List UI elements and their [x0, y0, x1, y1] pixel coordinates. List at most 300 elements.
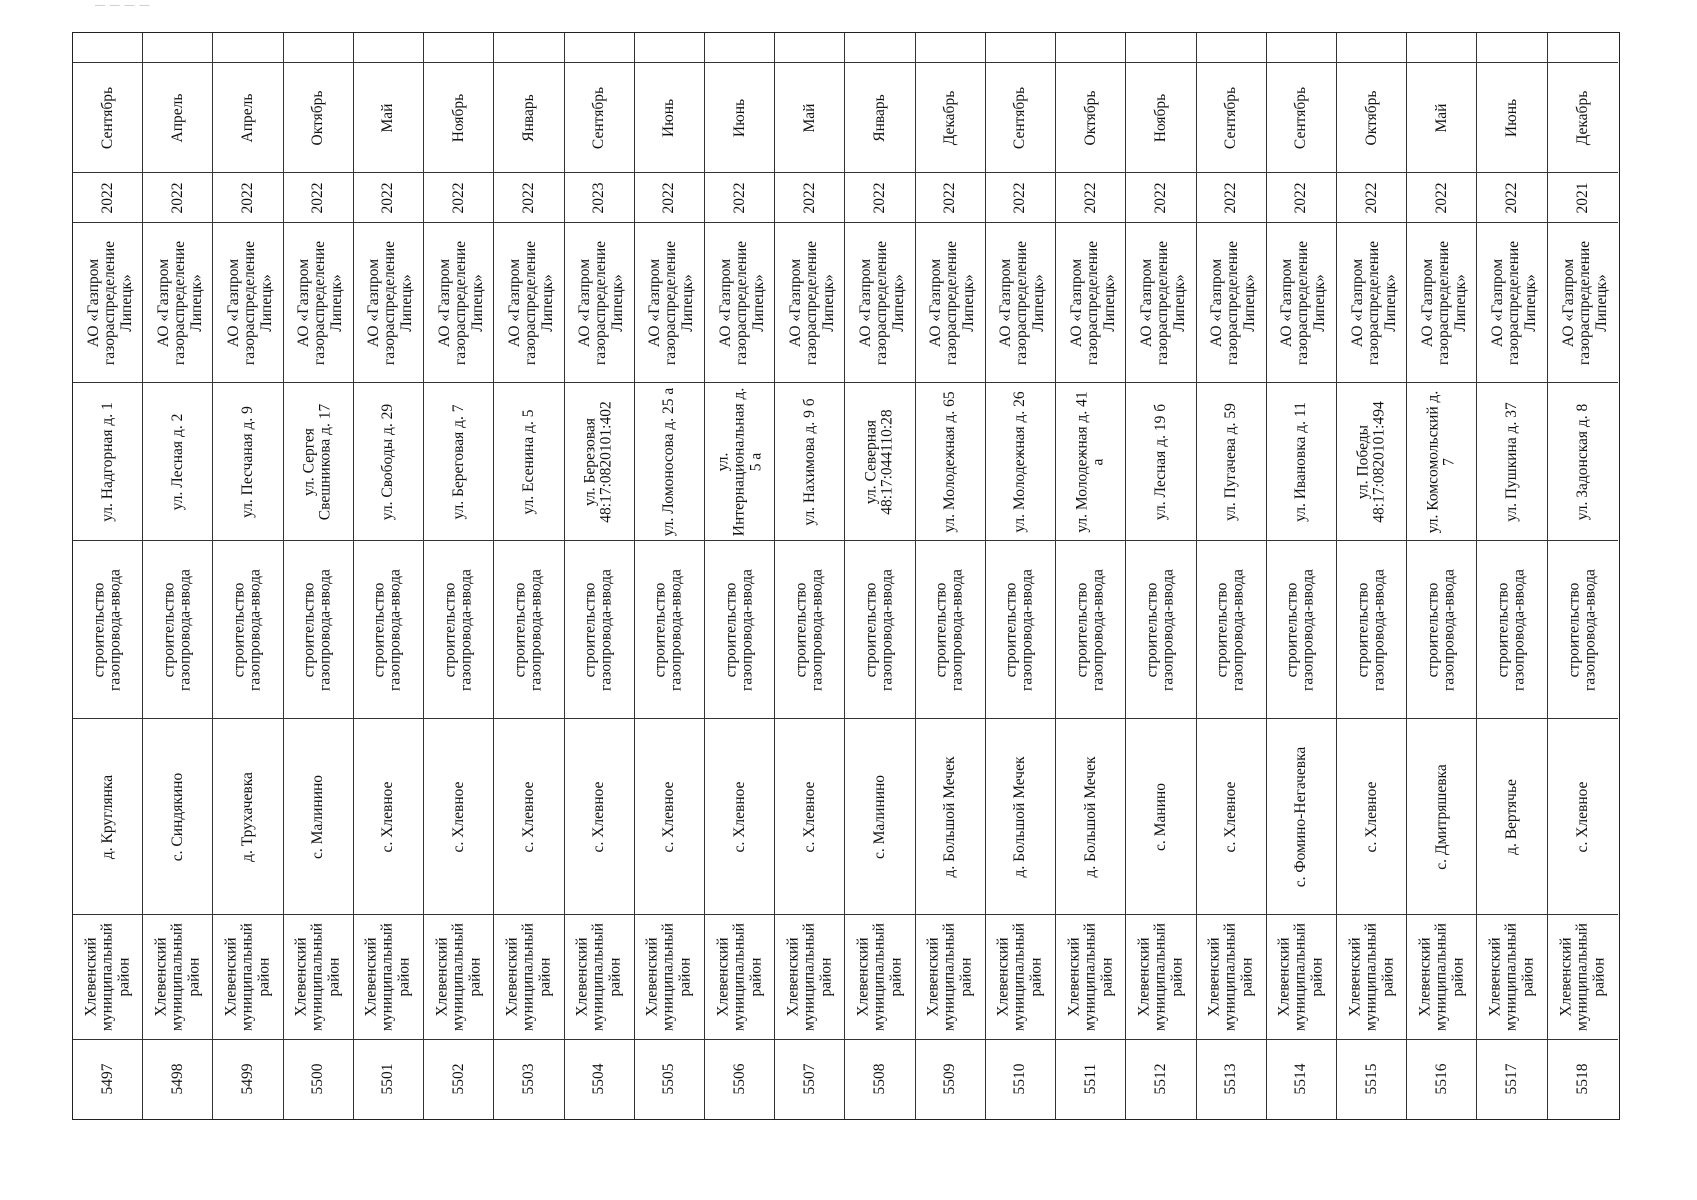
- settlement-cell: [705, 719, 774, 915]
- year-cell: [916, 173, 985, 223]
- table-row: [143, 33, 213, 1119]
- district-cell: [1267, 915, 1336, 1040]
- settlement-cell: [1477, 719, 1546, 915]
- settlement-cell: [845, 719, 914, 915]
- address-text: ул. Ивановка д. 11: [1292, 401, 1310, 522]
- year-text: 2022: [519, 182, 537, 213]
- month-cell: [565, 63, 634, 173]
- organization-text: АО «Газпром газораспределение Липецк»: [1138, 240, 1188, 365]
- organization-cell: [1407, 223, 1476, 383]
- number-text: 5517: [1502, 1063, 1520, 1095]
- organization-cell: [775, 223, 844, 383]
- organization-text: АО «Газпром газораспределение Липецк»: [1559, 240, 1610, 365]
- settlement-cell: [775, 719, 844, 915]
- settlement-text: д. Большой Мечек: [941, 755, 959, 878]
- blank-cell: [775, 33, 844, 63]
- address-cell: [1126, 383, 1195, 541]
- work-cell: [213, 541, 282, 719]
- year-cell: [775, 173, 844, 223]
- year-cell: [635, 173, 704, 223]
- district-text: Хлевенский муниципальный район: [503, 923, 554, 1031]
- settlement-cell: [143, 719, 212, 915]
- address-cell: [73, 383, 142, 541]
- organization-cell: [213, 223, 282, 383]
- month-text: Январь: [870, 93, 888, 142]
- year-cell: [845, 173, 914, 223]
- organization-cell: [986, 223, 1055, 383]
- district-text: Хлевенский муниципальный район: [854, 923, 905, 1031]
- number-cell: [1337, 1040, 1406, 1118]
- address-text: ул. Нахимова д. 9 б: [800, 397, 818, 526]
- work-cell: [845, 541, 914, 719]
- year-text: 2021: [1573, 182, 1591, 213]
- number-text: 5502: [449, 1063, 467, 1095]
- work-cell: [635, 541, 704, 719]
- settlement-text: с. Хлевное: [449, 781, 467, 852]
- work-text: строительство газопровода-ввода: [722, 568, 756, 691]
- work-text: строительство газопровода-ввода: [300, 568, 335, 691]
- settlement-text: д. Большой Мечек: [1011, 755, 1029, 878]
- month-cell: [1056, 63, 1125, 173]
- table-row: [635, 33, 705, 1119]
- year-text: 2022: [1081, 182, 1099, 213]
- work-cell: [1477, 541, 1546, 719]
- work-cell: [73, 541, 142, 719]
- number-cell: [1056, 1040, 1125, 1118]
- address-text: ул. Береговая д. 7: [449, 403, 467, 520]
- number-text: 5507: [800, 1063, 818, 1095]
- district-cell: [1407, 915, 1476, 1040]
- number-text: 5518: [1573, 1063, 1591, 1095]
- month-text: Ноябрь: [1151, 93, 1169, 142]
- table-row: [213, 33, 283, 1119]
- blank-cell: [1056, 33, 1125, 63]
- work-text: строительство газопровода-ввода: [1424, 568, 1458, 691]
- number-text: 5509: [941, 1063, 959, 1095]
- district-text: Хлевенский муниципальный район: [573, 923, 624, 1031]
- organization-cell: [1267, 223, 1336, 383]
- district-text: Хлевенский муниципальный район: [784, 923, 835, 1031]
- table-row: [775, 33, 845, 1119]
- month-text: Октябрь: [1362, 90, 1380, 145]
- organization-cell: [1337, 223, 1406, 383]
- settlement-text: д. Трухачевка: [238, 771, 256, 862]
- year-text: 2022: [1502, 182, 1520, 213]
- year-text: 2022: [800, 182, 818, 213]
- work-cell: [284, 541, 353, 719]
- organization-cell: [424, 223, 493, 383]
- year-cell: [424, 173, 493, 223]
- district-cell: [916, 915, 985, 1040]
- address-cell: [213, 383, 282, 541]
- address-cell: [1056, 383, 1125, 541]
- work-cell: [916, 541, 985, 719]
- work-cell: [565, 541, 634, 719]
- work-cell: [424, 541, 493, 719]
- month-cell: [73, 63, 142, 173]
- month-cell: [494, 63, 563, 173]
- year-cell: [73, 173, 142, 223]
- table-row: [986, 33, 1056, 1119]
- blank-cell: [1407, 33, 1476, 63]
- number-cell: [73, 1040, 142, 1118]
- month-cell: [213, 63, 282, 173]
- address-text: ул. Пугачева д. 59: [1221, 402, 1239, 521]
- address-text: ул. Победы 48:17:0820101:494: [1354, 400, 1388, 523]
- settlement-text: с. Хлевное: [379, 781, 397, 852]
- district-text: Хлевенский муниципальный район: [81, 923, 132, 1031]
- settlement-text: с. Хлевное: [660, 781, 678, 852]
- month-text: Май: [379, 103, 397, 132]
- settlement-text: с. Хлевное: [589, 781, 607, 852]
- number-text: 5499: [238, 1063, 256, 1095]
- organization-text: АО «Газпром газораспределение Липецк»: [295, 240, 346, 365]
- blank-cell: [1197, 33, 1266, 63]
- work-cell: [1267, 541, 1336, 719]
- blank-cell: [986, 33, 1055, 63]
- month-text: Июнь: [730, 98, 748, 137]
- settlement-text: с. Малинино: [309, 774, 327, 859]
- settlement-text: с. Хлевное: [730, 781, 748, 852]
- year-text: 2022: [870, 182, 888, 213]
- blank-cell: [354, 33, 423, 63]
- number-text: 5505: [660, 1063, 678, 1095]
- number-text: 5510: [1011, 1063, 1029, 1095]
- year-cell: [354, 173, 423, 223]
- month-text: Сентябрь: [98, 86, 116, 149]
- month-cell: [284, 63, 353, 173]
- month-cell: [705, 63, 774, 173]
- month-cell: [1477, 63, 1546, 173]
- settlement-text: с. Фомино-Негачевка: [1292, 746, 1310, 887]
- organization-cell: [1197, 223, 1266, 383]
- settlement-text: с. Хлевное: [1221, 781, 1239, 852]
- work-cell: [705, 541, 774, 719]
- number-text: 5501: [379, 1063, 397, 1095]
- month-text: Сентябрь: [1011, 86, 1029, 149]
- settlement-cell: [1197, 719, 1266, 915]
- district-cell: [1477, 915, 1546, 1040]
- organization-text: АО «Газпром газораспределение Липецк»: [716, 240, 767, 365]
- settlement-cell: [1056, 719, 1125, 915]
- address-text: ул. Молодежная д. 41 а: [1073, 390, 1107, 533]
- blank-cell: [565, 33, 634, 63]
- organization-text: АО «Газпром газораспределение Липецк»: [1348, 240, 1399, 365]
- organization-cell: [284, 223, 353, 383]
- work-cell: [354, 541, 423, 719]
- organization-text: АО «Газпром газораспределение Липецк»: [435, 240, 486, 365]
- work-text: строительство газопровода-ввода: [1143, 568, 1177, 691]
- year-text: 2022: [168, 182, 186, 213]
- month-text: Октябрь: [309, 90, 327, 145]
- address-text: ул. Молодежная д. 65: [941, 390, 959, 533]
- settlement-text: с. Манино: [1151, 782, 1169, 851]
- blank-cell: [1548, 33, 1618, 63]
- address-text: ул. Задонская д. 8: [1573, 403, 1591, 520]
- district-cell: [775, 915, 844, 1040]
- settlement-cell: [1267, 719, 1336, 915]
- settlement-text: д. Вертячье: [1502, 778, 1520, 855]
- district-text: Хлевенский муниципальный район: [1275, 923, 1326, 1031]
- organization-text: АО «Газпром газораспределение Липецк»: [997, 240, 1048, 365]
- organization-text: АО «Газпром газораспределение Липецк»: [506, 240, 556, 365]
- address-text: ул. Северная 48:17:044110:28: [862, 408, 897, 515]
- organization-cell: [1548, 223, 1618, 383]
- month-text: Апрель: [168, 93, 186, 142]
- district-cell: [1126, 915, 1195, 1040]
- year-cell: [1407, 173, 1476, 223]
- address-cell: [635, 383, 704, 541]
- work-text: строительство газопровода-ввода: [90, 568, 124, 691]
- number-text: 5515: [1362, 1063, 1380, 1095]
- number-text: 5504: [589, 1063, 607, 1095]
- table-row: [705, 33, 775, 1119]
- month-text: Декабрь: [941, 90, 959, 145]
- year-cell: [143, 173, 212, 223]
- address-text: ул. Сергея Свешникова д. 17: [300, 403, 335, 520]
- year-cell: [1548, 173, 1618, 223]
- district-text: Хлевенский муниципальный район: [1065, 923, 1115, 1031]
- address-text: ул. Песчаная д. 9: [238, 405, 256, 518]
- month-text: Апрель: [238, 93, 256, 142]
- settlement-text: с. Хлевное: [1362, 781, 1380, 852]
- blank-cell: [143, 33, 212, 63]
- scan-header-marks: — — — —: [95, 0, 151, 11]
- organization-text: АО «Газпром газораспределение Липецк»: [576, 240, 627, 365]
- month-text: Сентябрь: [1292, 86, 1310, 149]
- work-text: строительство газопровода-ввода: [1565, 568, 1599, 691]
- organization-text: АО «Газпром газораспределение Липецк»: [787, 240, 837, 365]
- address-text: ул. Надгорная д. 1: [98, 401, 116, 522]
- district-text: Хлевенский муниципальный район: [1416, 923, 1466, 1031]
- number-text: 5508: [870, 1063, 888, 1095]
- work-text: строительство газопровода-ввода: [1003, 568, 1037, 691]
- number-cell: [916, 1040, 985, 1118]
- number-cell: [1197, 1040, 1266, 1118]
- blank-cell: [1337, 33, 1406, 63]
- settlement-cell: [986, 719, 1055, 915]
- table-row: [1056, 33, 1126, 1119]
- year-cell: [494, 173, 563, 223]
- table-row: [1477, 33, 1547, 1119]
- table-row: [354, 33, 424, 1119]
- district-text: Хлевенский муниципальный район: [994, 923, 1045, 1031]
- organization-cell: [1126, 223, 1195, 383]
- organization-cell: [845, 223, 914, 383]
- year-text: 2023: [589, 182, 607, 213]
- district-cell: [1056, 915, 1125, 1040]
- blank-cell: [284, 33, 353, 63]
- settlement-cell: [1407, 719, 1476, 915]
- district-text: Хлевенский муниципальный район: [362, 923, 413, 1031]
- district-cell: [143, 915, 212, 1040]
- work-cell: [1056, 541, 1125, 719]
- number-cell: [565, 1040, 634, 1118]
- district-text: Хлевенский муниципальный район: [292, 923, 343, 1031]
- settlement-cell: [354, 719, 423, 915]
- address-text: ул. Есенина д. 5: [519, 409, 537, 514]
- month-cell: [1407, 63, 1476, 173]
- organization-cell: [1056, 223, 1125, 383]
- settlement-cell: [1337, 719, 1406, 915]
- settlement-cell: [1126, 719, 1195, 915]
- work-cell: [143, 541, 212, 719]
- year-cell: [1056, 173, 1125, 223]
- year-cell: [1477, 173, 1546, 223]
- number-text: 5498: [168, 1063, 186, 1095]
- organization-cell: [143, 223, 212, 383]
- gas-pipeline-table: [72, 32, 1620, 1120]
- table-row: [1548, 33, 1618, 1119]
- number-text: 5516: [1432, 1063, 1450, 1095]
- organization-cell: [354, 223, 423, 383]
- address-text: ул. Свободы д. 29: [379, 403, 397, 520]
- settlement-cell: [494, 719, 563, 915]
- work-text: строительство газопровода-ввода: [1283, 568, 1318, 691]
- settlement-cell: [284, 719, 353, 915]
- work-cell: [986, 541, 1055, 719]
- organization-text: АО «Газпром газораспределение Липецк»: [646, 240, 697, 365]
- month-cell: [775, 63, 844, 173]
- year-cell: [565, 173, 634, 223]
- district-cell: [845, 915, 914, 1040]
- address-text: ул. Лесная д. 19 б: [1151, 403, 1169, 520]
- district-text: Хлевенский муниципальный район: [152, 923, 203, 1031]
- month-cell: [143, 63, 212, 173]
- month-text: Май: [800, 103, 818, 132]
- number-cell: [284, 1040, 353, 1118]
- table-row: [845, 33, 915, 1119]
- organization-cell: [494, 223, 563, 383]
- month-cell: [986, 63, 1055, 173]
- district-cell: [424, 915, 493, 1040]
- number-text: 5506: [730, 1063, 748, 1095]
- organization-text: АО «Газпром газораспределение Липецк»: [1278, 240, 1329, 365]
- settlement-text: д. Круглянка: [98, 774, 116, 859]
- year-text: 2022: [1221, 182, 1239, 213]
- address-cell: [1407, 383, 1476, 541]
- work-cell: [1197, 541, 1266, 719]
- address-cell: [1267, 383, 1336, 541]
- district-cell: [73, 915, 142, 1040]
- organization-text: АО «Газпром газораспределение Липецк»: [1489, 240, 1540, 365]
- blank-cell: [635, 33, 704, 63]
- organization-cell: [705, 223, 774, 383]
- table-row: [1197, 33, 1267, 1119]
- settlement-cell: [565, 719, 634, 915]
- district-text: Хлевенский муниципальный район: [433, 923, 483, 1031]
- year-text: 2022: [1432, 182, 1450, 213]
- work-text: строительство газопровода-ввода: [1213, 568, 1248, 691]
- month-cell: [354, 63, 423, 173]
- month-text: Январь: [519, 93, 537, 142]
- table-row: [916, 33, 986, 1119]
- work-text: строительство газопровода-ввода: [1354, 568, 1388, 691]
- year-cell: [1267, 173, 1336, 223]
- settlement-text: с. Хлевное: [800, 781, 818, 852]
- address-text: ул. Лесная д. 2: [168, 413, 186, 510]
- district-cell: [494, 915, 563, 1040]
- organization-text: АО «Газпром газораспределение Липецк»: [927, 240, 978, 365]
- work-text: строительство газопровода-ввода: [792, 568, 826, 691]
- table-row: [1267, 33, 1337, 1119]
- organization-text: АО «Газпром газораспределение Липецк»: [84, 240, 135, 365]
- district-cell: [565, 915, 634, 1040]
- settlement-cell: [916, 719, 985, 915]
- work-text: строительство газопровода-ввода: [441, 568, 475, 691]
- settlement-cell: [73, 719, 142, 915]
- address-text: ул. Молодежная д. 26: [1011, 390, 1029, 533]
- work-cell: [1407, 541, 1476, 719]
- district-text: Хлевенский муниципальный район: [222, 923, 273, 1031]
- work-text: строительство газопровода-ввода: [581, 568, 616, 691]
- organization-text: АО «Газпром газораспределение Липецк»: [225, 240, 276, 365]
- month-text: Ноябрь: [449, 93, 467, 142]
- work-cell: [1337, 541, 1406, 719]
- address-cell: [1337, 383, 1406, 541]
- district-text: Хлевенский муниципальный район: [713, 923, 764, 1031]
- month-text: Октябрь: [1081, 90, 1099, 145]
- number-text: 5503: [519, 1063, 537, 1095]
- settlement-text: с. Хлевное: [1573, 781, 1591, 852]
- year-cell: [986, 173, 1055, 223]
- district-cell: [986, 915, 1055, 1040]
- settlement-text: с. Синдякино: [168, 772, 186, 861]
- work-cell: [775, 541, 844, 719]
- settlement-cell: [635, 719, 704, 915]
- year-text: 2022: [379, 182, 397, 213]
- district-text: Хлевенский муниципальный район: [643, 923, 694, 1031]
- month-text: Сентябрь: [1221, 86, 1239, 149]
- month-text: Июнь: [1502, 98, 1520, 137]
- organization-text: АО «Газпром газораспределение Липецк»: [1067, 240, 1118, 365]
- month-cell: [635, 63, 704, 173]
- number-cell: [213, 1040, 282, 1118]
- number-cell: [1407, 1040, 1476, 1118]
- district-cell: [1197, 915, 1266, 1040]
- year-cell: [1337, 173, 1406, 223]
- month-cell: [424, 63, 493, 173]
- number-text: 5511: [1081, 1063, 1099, 1095]
- work-text: строительство газопровода-ввода: [651, 568, 686, 691]
- address-cell: [1197, 383, 1266, 541]
- month-text: Сентябрь: [589, 86, 607, 149]
- month-cell: [845, 63, 914, 173]
- work-cell: [494, 541, 563, 719]
- table-row: [494, 33, 564, 1119]
- table-row: [73, 33, 143, 1119]
- year-cell: [1126, 173, 1195, 223]
- month-cell: [1337, 63, 1406, 173]
- address-cell: [284, 383, 353, 541]
- work-text: строительство газопровода-ввода: [862, 568, 897, 691]
- organization-text: АО «Газпром газораспределение Липецк»: [365, 240, 416, 365]
- settlement-text: с. Малинино: [870, 774, 888, 859]
- district-cell: [635, 915, 704, 1040]
- district-text: Хлевенский муниципальный район: [1205, 923, 1256, 1031]
- blank-cell: [494, 33, 563, 63]
- number-text: 5513: [1221, 1063, 1239, 1095]
- month-text: Декабрь: [1573, 90, 1591, 145]
- number-cell: [635, 1040, 704, 1118]
- organization-cell: [916, 223, 985, 383]
- table-row: [1337, 33, 1407, 1119]
- district-cell: [284, 915, 353, 1040]
- address-text: ул. Березовая 48:17:0820101:402: [581, 400, 616, 523]
- settlement-text: с. Дмитряшевка: [1432, 763, 1450, 870]
- work-text: строительство газопровода-ввода: [511, 568, 545, 691]
- number-text: 5500: [309, 1063, 327, 1095]
